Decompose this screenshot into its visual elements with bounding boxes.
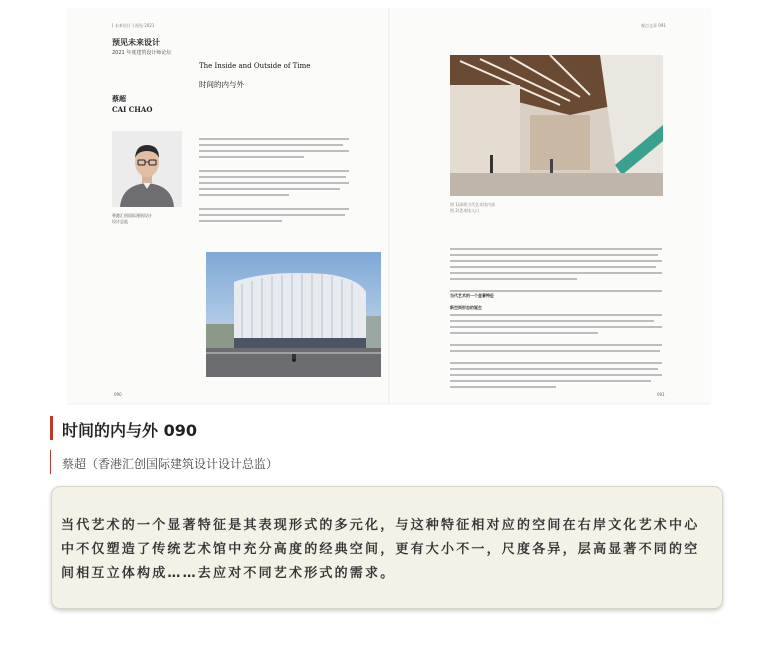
photo-caption-2: 图 2/美术馆入口 bbox=[450, 208, 480, 213]
section-accent-bar bbox=[50, 416, 53, 440]
quote-box bbox=[51, 486, 723, 609]
building-exterior-illustration bbox=[206, 252, 381, 377]
left-page-number: 090 bbox=[114, 392, 122, 397]
magazine-title: 预见未来设计 bbox=[112, 38, 160, 47]
author-line: 蔡超（香港汇创国际建筑设计设计总监） bbox=[62, 457, 279, 471]
right-heading-1: 当代艺术的一个显著特征 bbox=[450, 293, 494, 298]
author-name-en: CAI CHAO bbox=[112, 105, 153, 114]
portrait-illustration bbox=[112, 131, 182, 207]
building-exterior-photo bbox=[206, 252, 381, 377]
right-body-text bbox=[450, 248, 662, 296]
right-page-header: 观点文章 091 bbox=[641, 23, 666, 28]
right-page-number: 091 bbox=[657, 392, 665, 397]
portrait-caption-line1: 香港汇创国际建筑设计 bbox=[112, 213, 152, 218]
left-page bbox=[68, 8, 389, 403]
right-page bbox=[389, 8, 710, 403]
portrait-caption bbox=[112, 213, 152, 225]
interior-atrium-illustration bbox=[450, 55, 663, 196]
magazine-spread bbox=[68, 8, 710, 403]
interior-atrium-photo bbox=[450, 55, 663, 196]
left-body-text bbox=[199, 138, 349, 226]
right-body-text-2 bbox=[450, 314, 662, 392]
left-page-header: [ 未来设计 ] 预见·2021 bbox=[112, 23, 155, 28]
right-heading-2: 新空间形态的诞生 bbox=[450, 305, 482, 310]
portrait-caption-line2: 设计总监 bbox=[112, 219, 128, 224]
magazine-subtitle: 2021 年度建筑设计师论坛 bbox=[112, 50, 172, 56]
quote-text: 当代艺术的一个显著特征是其表现形式的多元化，与这种特征相对应的空间在右岸文化艺术中心中不仅塑造了传统艺术馆中充分高度的经典空间，更有大小不一，尺度各异，层高显著不同的空间相互立体构成……去应对不同艺术形式的需求。 bbox=[61, 518, 700, 581]
article-title-en: The Inside and Outside of Time bbox=[199, 62, 311, 70]
author-portrait bbox=[112, 131, 182, 207]
article-title-cn: 时间的内与外 bbox=[199, 80, 244, 89]
author-accent-bar bbox=[50, 450, 51, 474]
section-title: 时间的内与外 090 bbox=[62, 421, 197, 440]
author-name-cn: 蔡超 bbox=[112, 95, 126, 103]
photo-caption-1: 图 1/深圳当代艺术馆内部 bbox=[450, 202, 496, 207]
